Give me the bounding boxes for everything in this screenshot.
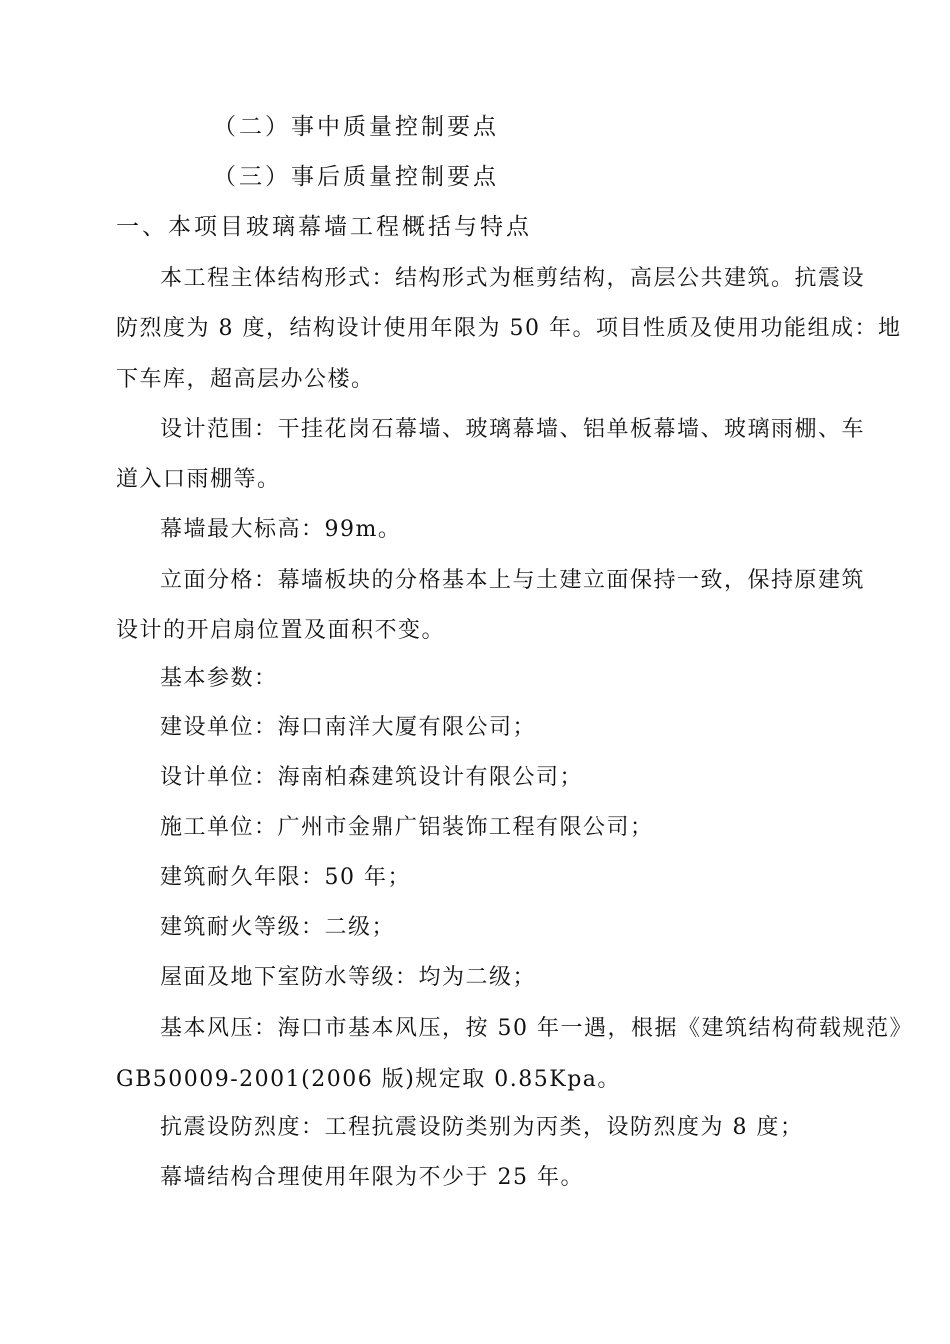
toc-item-3: （三）事后质量控制要点: [213, 164, 499, 190]
paragraph-wind-line-2: GB50009-2001(2006 版)规定取 0.85Kpa。: [116, 1067, 621, 1092]
paragraph-facade-line-2: 设计的开启扇位置及面积不变。: [116, 618, 446, 643]
paragraph-structure-line-1: 本工程主体结构形式：结构形式为框剪结构，高层公共建筑。抗震设: [160, 266, 866, 291]
paragraph-seismic: 抗震设防烈度：工程抗震设防类别为丙类，设防烈度为 8 度；: [160, 1115, 804, 1140]
paragraph-structure-line-2: 防烈度为 8 度，结构设计使用年限为 50 年。项目性质及使用功能组成：地: [116, 316, 902, 341]
toc-item-2: （二）事中质量控制要点: [213, 114, 499, 140]
paragraph-owner: 建设单位：海口南洋大厦有限公司；: [160, 715, 537, 740]
paragraph-scope-line-2: 道入口雨棚等。: [116, 467, 281, 492]
paragraph-wind-line-1: 基本风压：海口市基本风压，按 50 年一遇，根据《建筑结构荷载规范》: [160, 1016, 913, 1041]
paragraph-service-life: 幕墙结构合理使用年限为不少于 25 年。: [160, 1165, 584, 1190]
paragraph-contractor: 施工单位：广州市金鼎广铝装饰工程有限公司；: [160, 815, 654, 840]
paragraph-structure-line-3: 下车库，超高层办公楼。: [116, 367, 375, 392]
paragraph-durability: 建筑耐久年限：50 年；: [160, 865, 411, 890]
paragraph-params-title: 基本参数：: [160, 666, 278, 691]
paragraph-scope-line-1: 设计范围：干挂花岗石幕墙、玻璃幕墙、铝单板幕墙、玻璃雨棚、车: [160, 417, 866, 442]
paragraph-fire: 建筑耐火等级：二级；: [160, 915, 396, 940]
paragraph-waterproof: 屋面及地下室防水等级：均为二级；: [160, 965, 537, 990]
paragraph-designer: 设计单位：海南柏森建筑设计有限公司；: [160, 765, 584, 790]
section-heading: 一、本项目玻璃幕墙工程概括与特点: [116, 214, 532, 240]
paragraph-height: 幕墙最大标高：99m。: [160, 517, 402, 542]
paragraph-facade-line-1: 立面分格：幕墙板块的分格基本上与土建立面保持一致，保持原建筑: [160, 568, 866, 593]
